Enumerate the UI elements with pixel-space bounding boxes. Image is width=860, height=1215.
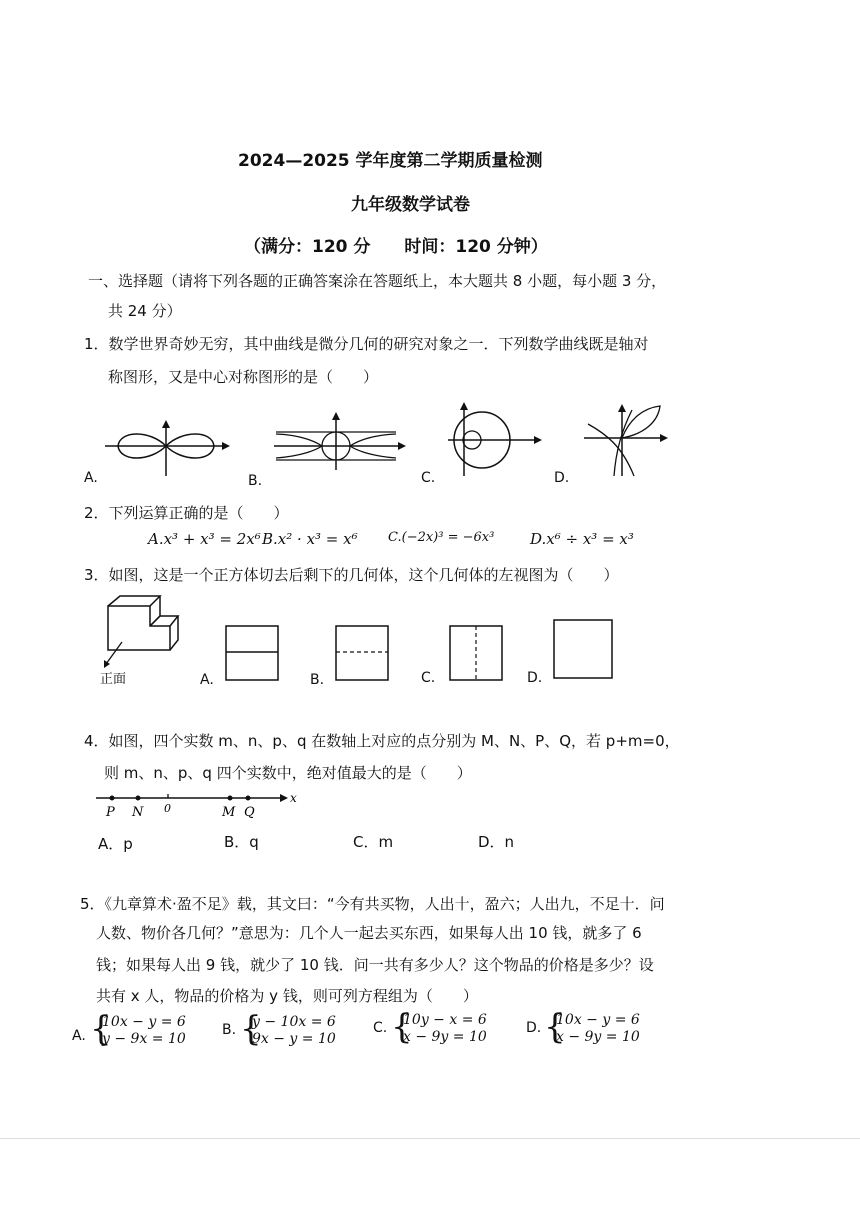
q4-line1: 4．如图，四个实数 m、n、p、q 在数轴上对应的点分别为 M、N、P、Q，若 p+m=0，: [84, 732, 680, 750]
q3-stem: 3．如图，这是一个正方体切去后剩下的几何体，这个几何体的左视图为（ ）: [84, 566, 619, 584]
q4-line2: 则 m、n、p、q 四个实数中，绝对值最大的是（ ）: [104, 764, 472, 782]
q3-figure-a-view: [224, 624, 280, 682]
q1-option-c-label: C.: [421, 470, 436, 486]
q5-option-c-eq1: 10y − x = 6: [403, 1012, 487, 1028]
q5-line1: 5．《九章算术·盈不足》载，其文曰：“今有共买物，人出十，盈六；人出九，不足十．问: [80, 895, 665, 913]
exam-title: 2024—2025 学年度第二学期质量检测: [238, 151, 543, 171]
q1-option-d-label: D.: [554, 470, 570, 486]
q3-cube-figure: [100, 592, 184, 680]
section-heading-line2: 共 24 分）: [108, 302, 182, 320]
q1-figure-c-circles: [446, 400, 546, 478]
q4-axis-label-q: Q: [244, 805, 255, 820]
q1-figure-b-curves: [272, 410, 408, 472]
q2-option-d: D.x⁶ ÷ x³ = x³: [530, 530, 634, 548]
q3-figure-c-view: [448, 624, 504, 682]
section-heading-line1: 一、选择题（请将下列各题的正确答案涂在答题纸上，本大题共 8 小题，每小题 3 分，: [88, 272, 667, 290]
q5-line2: 人数、物价各几何？”意思为：几个人一起去买东西，如果每人出 10 钱，就多了 6: [96, 924, 642, 942]
q5-option-d-eq2: x − 9y = 10: [556, 1029, 640, 1045]
q5-option-a-eq2: y − 9x = 10: [102, 1031, 186, 1047]
q5-option-b-brace: {: [240, 1009, 262, 1049]
q5-option-c-brace: {: [391, 1007, 413, 1047]
q3-figure-b-view: [334, 624, 390, 682]
q5-option-b-eq1: y − 10x = 6: [252, 1014, 336, 1030]
q4-option-c: C．m: [353, 833, 394, 851]
q4-axis-label-n: N: [132, 805, 144, 820]
q4-option-b: B．q: [224, 833, 259, 851]
q1-figure-a-lemniscate: [100, 418, 230, 478]
q2-stem: 2．下列运算正确的是（ ）: [84, 504, 289, 522]
q4-axis-label-m: M: [222, 805, 236, 820]
q3-option-d-label: D.: [527, 670, 543, 686]
q2-option-a: A.x³ + x³ = 2x⁶: [148, 530, 261, 548]
page-bottom-divider: [0, 1138, 860, 1139]
q5-option-a-label: A.: [72, 1028, 86, 1044]
q1-figure-d-leaf: [582, 402, 672, 478]
q4-axis-label-zero: 0: [164, 802, 171, 815]
q5-option-d-label: D.: [526, 1020, 542, 1036]
q5-option-a-eq1: 10x − y = 6: [102, 1014, 186, 1030]
q5-option-c-eq2: x − 9y = 10: [403, 1029, 487, 1045]
q3-option-a-label: A.: [200, 672, 214, 688]
q5-option-d-brace: {: [544, 1007, 566, 1047]
q5-option-b-label: B.: [222, 1022, 237, 1038]
q3-option-c-label: C.: [421, 670, 436, 686]
q2-option-b: B.x² · x³ = x⁶: [262, 530, 358, 548]
q3-front-label: 正面: [100, 672, 127, 687]
q5-line3: 钱；如果每人出 9 钱，就少了 10 钱．问一共有多少人？这个物品的价格是多少？设: [96, 956, 654, 974]
q4-axis-label-x: x: [290, 791, 297, 805]
q1-line1: 1．数学世界奇妙无穷，其中曲线是微分几何的研究对象之一．下列数学曲线既是轴对: [84, 335, 649, 353]
exam-subtitle: 九年级数学试卷: [351, 195, 470, 215]
q1-line2: 称图形，又是中心对称图形的是（ ）: [108, 368, 379, 386]
q1-option-b-label: B.: [248, 473, 263, 489]
q4-option-a: A．p: [98, 835, 133, 853]
exam-meta: （满分：120 分 时间：120 分钟）: [244, 237, 548, 257]
q4-axis-label-p: P: [106, 805, 115, 820]
q4-number-line: [96, 790, 300, 820]
q5-line4: 共有 x 人，物品的价格为 y 钱，则可列方程组为（ ）: [96, 987, 478, 1005]
q4-option-d: D．n: [478, 833, 515, 851]
q3-figure-d-view: [552, 618, 614, 680]
q5-option-a-brace: {: [90, 1009, 112, 1049]
q5-option-c-label: C.: [373, 1020, 388, 1036]
q3-option-b-label: B.: [310, 672, 325, 688]
q5-option-d-eq1: 10x − y = 6: [556, 1012, 640, 1028]
q1-option-a-label: A.: [84, 470, 98, 486]
q5-option-b-eq2: 9x − y = 10: [252, 1031, 336, 1047]
q2-option-c: C.(−2x)³ = −6x³: [388, 530, 495, 545]
